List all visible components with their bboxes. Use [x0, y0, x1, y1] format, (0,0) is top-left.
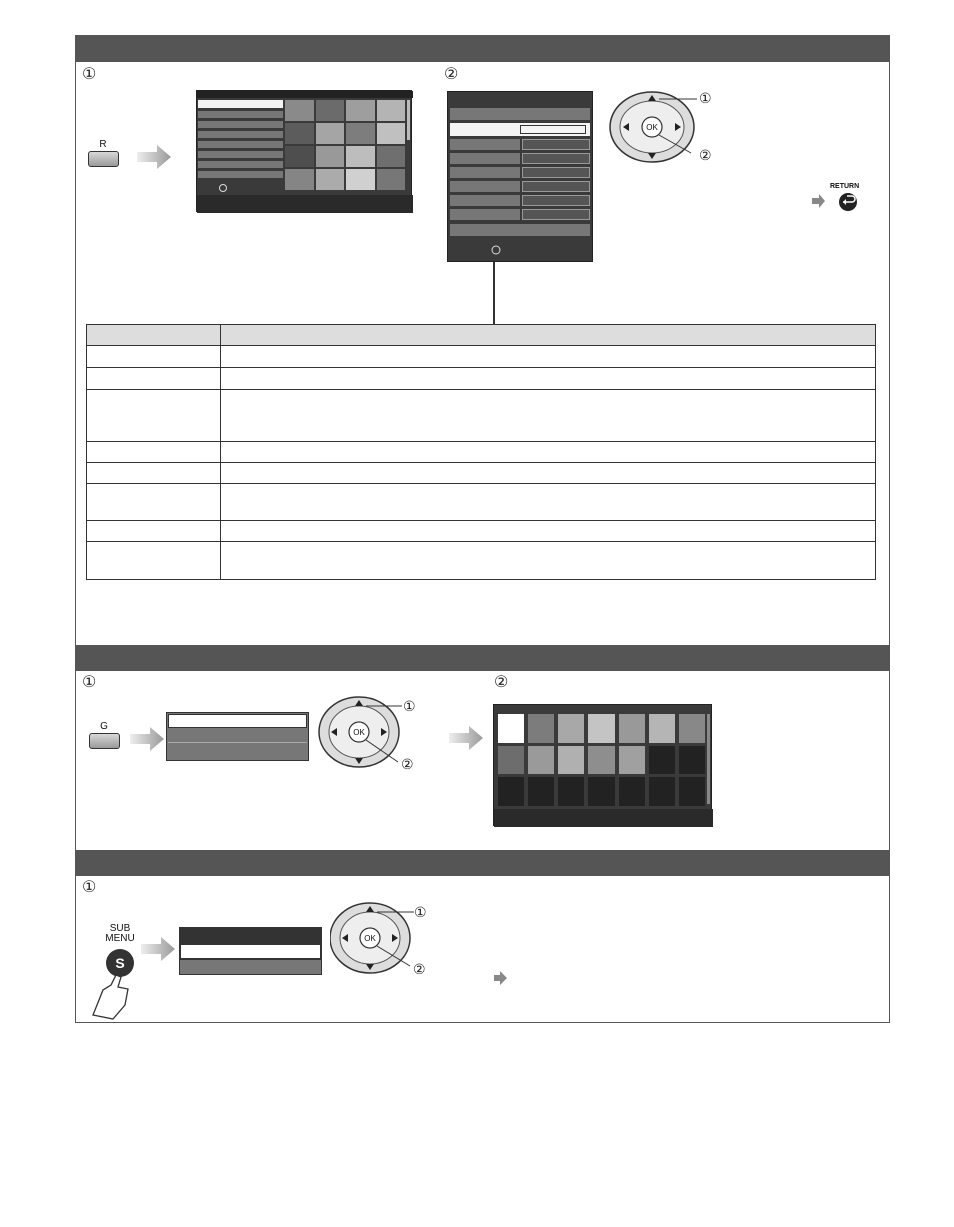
section-header-3 [76, 850, 889, 876]
navigation-icon [215, 183, 231, 193]
settings-value [522, 139, 590, 150]
thumbnail[interactable] [679, 714, 705, 743]
thumbnail[interactable] [377, 146, 406, 167]
thumbnail[interactable] [528, 714, 554, 743]
table-cell [87, 542, 221, 580]
menu-item[interactable] [198, 171, 283, 178]
sub-menu-label-line1: SUB [109, 923, 131, 934]
arrow-right-icon [141, 937, 177, 961]
sub-menu-label [102, 924, 138, 944]
settings-item[interactable] [450, 153, 520, 164]
settings-value [522, 181, 590, 192]
thumbnail[interactable] [285, 100, 314, 121]
settings-item[interactable] [450, 181, 520, 192]
ok-label: OK [364, 934, 376, 943]
scrollbar[interactable] [707, 714, 710, 804]
menu-item[interactable] [168, 745, 307, 758]
r-key-label: R [99, 139, 107, 150]
table-cell [221, 325, 876, 346]
settings-value [522, 209, 590, 220]
settings-item[interactable] [450, 195, 520, 206]
table-row [87, 390, 876, 442]
menu-item[interactable] [198, 161, 283, 168]
thumbnail[interactable] [558, 714, 584, 743]
thumbnail-empty [498, 777, 524, 806]
thumbnail[interactable] [285, 123, 314, 144]
thumbnail[interactable] [346, 146, 375, 167]
menu-item[interactable] [198, 131, 283, 138]
ok-label: OK [353, 728, 365, 737]
thumbnail-empty [649, 777, 675, 806]
table-cell [221, 442, 876, 463]
screen-footer [494, 809, 713, 827]
thumbnail[interactable] [316, 123, 345, 144]
screen-footer [197, 195, 413, 213]
thumbnail[interactable] [316, 100, 345, 121]
thumbnail-empty [679, 746, 705, 775]
thumbnail[interactable] [377, 100, 406, 121]
settings-menu-screen [447, 91, 593, 262]
table-row [87, 368, 876, 390]
settings-value [522, 153, 590, 164]
settings-item[interactable] [450, 209, 520, 220]
callout-1: ① [699, 90, 712, 106]
arrow-right-icon [130, 727, 166, 751]
callout-1: ① [403, 698, 416, 714]
table-cell [221, 390, 876, 442]
section-header-2 [76, 645, 889, 671]
table-cell [87, 390, 221, 442]
thumbnail[interactable] [528, 746, 554, 775]
table-cell [221, 346, 876, 368]
table-row [87, 442, 876, 463]
settings-item-selected[interactable] [450, 123, 590, 136]
thumbnail[interactable] [285, 169, 314, 190]
thumbnail[interactable] [316, 169, 345, 190]
menu-item-selected[interactable] [198, 100, 283, 108]
step-1-marker: ① [82, 879, 97, 896]
callout-1: ① [414, 904, 427, 920]
menu-item-selected[interactable] [168, 714, 307, 728]
settings-value [522, 195, 590, 206]
table-cell [221, 368, 876, 390]
settings-item[interactable] [450, 139, 520, 150]
section-header-1 [76, 36, 889, 62]
thumbnail-grid [285, 100, 405, 190]
green-key-button[interactable] [89, 733, 120, 749]
thumbnail[interactable] [346, 123, 375, 144]
screen-title-bar [197, 91, 413, 98]
callout-2: ② [401, 756, 414, 772]
thumbnail[interactable] [558, 746, 584, 775]
thumbnail[interactable] [588, 746, 614, 775]
thumbnail-empty [619, 777, 645, 806]
sub-menu-label-line2: MENU [105, 933, 135, 944]
menu-item[interactable] [198, 151, 283, 158]
step-2-marker: ② [494, 674, 509, 691]
thumbnail[interactable] [498, 746, 524, 775]
menu-item[interactable] [198, 141, 283, 148]
thumbnail[interactable] [316, 146, 345, 167]
thumbnail[interactable] [619, 714, 645, 743]
table-cell [87, 463, 221, 484]
menu-item[interactable] [198, 111, 283, 118]
thumbnail-empty [588, 777, 614, 806]
table-cell [87, 521, 221, 542]
table-row [87, 346, 876, 368]
s-key-label[interactable]: S [115, 955, 125, 971]
menu-item[interactable] [198, 121, 283, 128]
thumbnail[interactable] [377, 123, 406, 144]
value-selector[interactable] [520, 125, 586, 134]
thumbnail[interactable] [346, 100, 375, 121]
thumbnail[interactable] [285, 146, 314, 167]
table-row [87, 542, 876, 580]
photo-browser-screen [196, 90, 412, 212]
table-header-row [87, 325, 876, 346]
menu-item[interactable] [168, 730, 307, 743]
table-cell [87, 484, 221, 521]
settings-value [522, 167, 590, 178]
table-cell [221, 521, 876, 542]
g-key-label: G [100, 721, 108, 732]
thumbnail-empty [558, 777, 584, 806]
table-cell [87, 442, 221, 463]
thumbnail-selected[interactable] [498, 714, 524, 743]
settings-item[interactable] [450, 167, 520, 178]
thumbnail[interactable] [377, 169, 406, 190]
thumbnail[interactable] [346, 169, 375, 190]
thumbnail-empty [679, 777, 705, 806]
settings-title-row [450, 108, 590, 120]
view-mode-menu [166, 712, 309, 761]
arrow-right-icon [449, 726, 485, 750]
red-key-button[interactable] [88, 151, 119, 167]
step-1-marker: ① [82, 674, 97, 691]
settings-table [86, 324, 876, 580]
return-label: RETURN [830, 183, 860, 190]
table-cell [87, 368, 221, 390]
table-cell [221, 542, 876, 580]
connector-line [493, 262, 495, 324]
thumbnail-empty [649, 746, 675, 775]
arrow-right-icon [137, 145, 173, 169]
sub-menu-box [179, 927, 322, 975]
callout-2: ② [413, 961, 426, 977]
table-cell [87, 346, 221, 368]
table-row [87, 463, 876, 484]
return-key[interactable] [812, 192, 860, 212]
thumbnail-view-screen [493, 704, 712, 826]
table-row [87, 484, 876, 521]
scrollbar[interactable] [407, 100, 410, 140]
step-1-marker: ① [82, 66, 97, 83]
menu-item-selected[interactable] [180, 944, 321, 959]
thumbnail[interactable] [588, 714, 614, 743]
thumbnail[interactable] [649, 714, 675, 743]
settings-item[interactable] [450, 224, 590, 236]
ok-label: OK [646, 123, 658, 132]
thumbnail-grid [498, 714, 705, 806]
callout-2: ② [699, 147, 712, 163]
navigation-icon [486, 244, 506, 256]
thumbnail[interactable] [619, 746, 645, 775]
table-row [87, 521, 876, 542]
table-cell [221, 463, 876, 484]
table-cell [87, 325, 221, 346]
step-2-marker: ② [444, 66, 459, 83]
table-cell [221, 484, 876, 521]
thumbnail-empty [528, 777, 554, 806]
menu-item[interactable] [180, 960, 321, 974]
arrow-bullet-icon [494, 971, 508, 985]
